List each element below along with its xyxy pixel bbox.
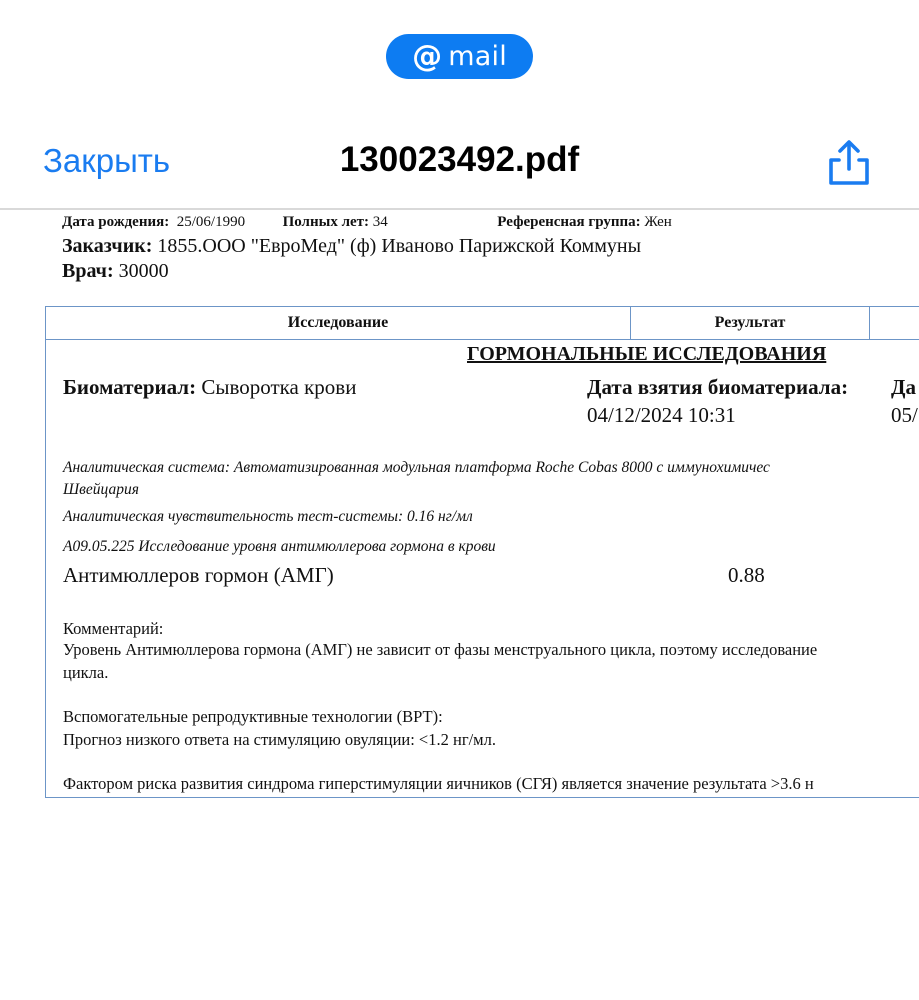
sensitivity-note: Аналитическая чувствительность тест-системы: 0.16 нг/мл [63,508,473,525]
dob-label: Дата рождения: [62,214,170,230]
comment-line: Фактором риска развития синдрома гиперстимуляции яичников (СГЯ) является значение результата >3.6 н [63,774,814,793]
share-icon [826,138,872,188]
close-button[interactable]: Закрыть [43,142,171,179]
table-header [46,307,919,340]
share-button[interactable] [826,138,872,188]
ref-group-label: Референсная группа: [497,214,641,230]
document-title: 130023492.pdf [339,140,580,179]
pdf-viewer-nav-bar [0,130,919,208]
section-title: ГОРМОНАЛЬНЫЕ ИССЛЕДОВАНИЯ [467,343,827,365]
comment-heading: Комментарий: [63,619,164,638]
doctor-line [62,260,169,283]
age-value: 34 [372,214,388,230]
customer-label: Заказчик: [62,235,153,257]
dob-value: 25/06/1990 [176,214,246,230]
patient-meta-line [62,214,672,231]
analytic-system-note: Аналитическая система: Автоматизированная модульная платформа Roche Cobas 8000 с иммунохимичес [63,459,770,476]
comment-line: Вспомогательные репродуктивные технологии (ВРТ): [63,707,443,726]
biomaterial-value: Сыворотка крови [201,375,357,399]
second-date-label: Да [891,375,916,399]
doctor-label: Врач: [62,260,114,282]
pdf-page[interactable] [0,210,919,1000]
test-name: Антимюллеров гормон (АМГ) [63,563,334,587]
test-result: 0.88 [728,563,765,587]
column-header-result: Результат [631,307,870,339]
ref-group-value: Жен [644,214,672,230]
comment-line: Прогноз низкого ответа на стимуляцию овуляции: <1.2 нг/мл. [63,730,496,749]
comment-line: Уровень Антимюллерова гормона (АМГ) не зависит от фазы менструального цикла, поэтому исследование [63,640,818,659]
take-date-label: Дата взятия биоматериала: [587,375,849,399]
results-table [45,306,919,798]
comment-line: цикла. [63,663,109,682]
second-date-value: 05/ [891,403,918,427]
mail-badge-label: mail [448,41,507,72]
column-header-study: Исследование [46,307,631,339]
biomaterial [63,375,356,400]
study-code-note: A09.05.225 Исследование уровня антимюллерова гормона в крови [63,538,496,555]
take-date-value: 04/12/2024 10:31 [587,403,736,427]
doctor-value: 30000 [118,260,169,282]
customer-value: 1855.ООО "ЕвроМед" (ф) Иваново Парижской Коммуны [157,235,641,257]
at-icon: @ [412,38,443,74]
customer-line [62,235,641,258]
mail-app-badge[interactable] [386,34,533,79]
biomaterial-label: Биоматериал: [63,375,197,399]
analytic-system-note-cont: Швейцария [63,481,139,498]
age-label: Полных лет: [282,214,370,230]
